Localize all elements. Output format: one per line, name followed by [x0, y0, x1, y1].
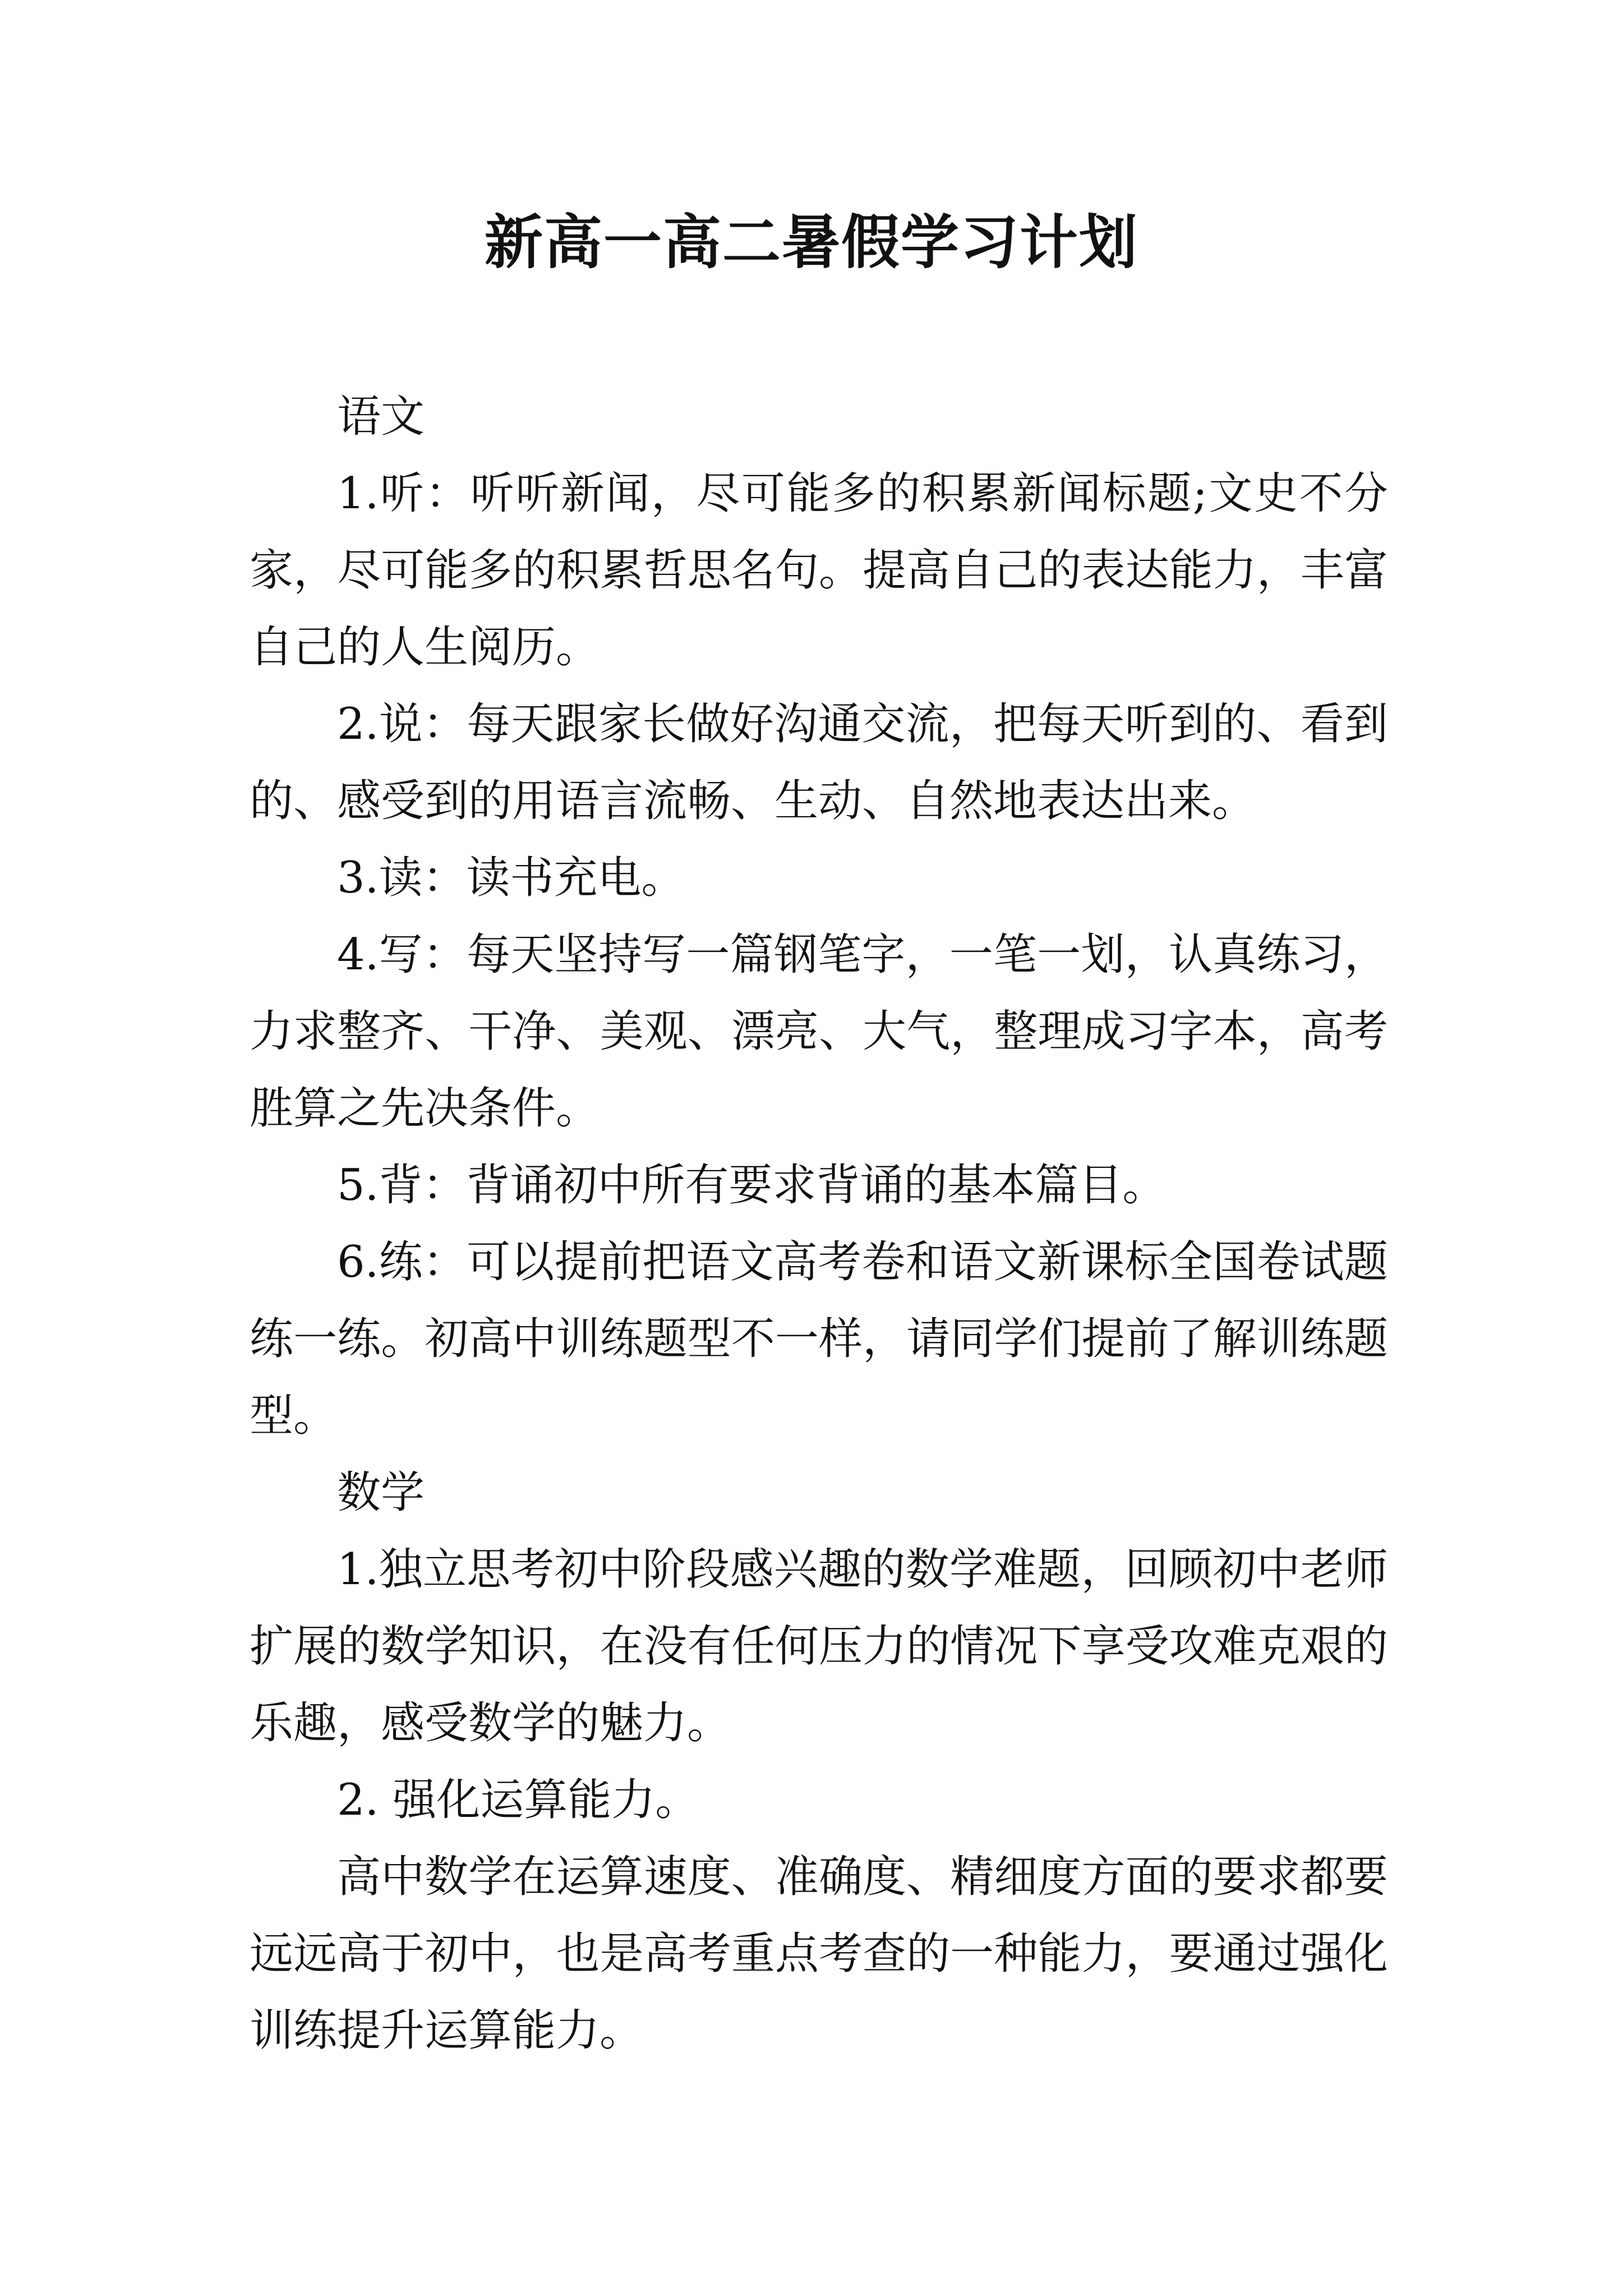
chinese-item-practice: 6.练：可以提前把语文高考卷和语文新课标全国卷试题练一练。初高中训练题型不一样，请同学们提前了解训练题型。	[250, 1237, 1388, 1441]
chinese-item-read: 3.读：读书充电。	[337, 853, 685, 903]
math-item-think: 1.独立思考初中阶段感兴趣的数学难题，回顾初中老师扩展的数学知识，在没有任何压力的情况下享受攻难克艰的乐趣，感受数学的魅力。	[250, 1544, 1388, 1749]
math-item-compute-detail: 高中数学在运算速度、准确度、精细度方面的要求都要远远高于初中，也是高考重点考查的一种能力，要通过强化训练提升运算能力。	[250, 1852, 1388, 2056]
chinese-item-recite: 5.背：背诵初中所有要求背诵的基本篇目。	[337, 1160, 1166, 1211]
math-item-compute: 2. 强化运算能力。	[337, 1775, 699, 1825]
document-title: 新高一高二暑假学习计划	[484, 208, 1138, 277]
chinese-item-speak: 2.说：每天跟家长做好沟通交流，把每天听到的、看到的、感受到的用语言流畅、生动、自然地表达出来。	[250, 699, 1388, 826]
chinese-item-listen: 1.听：听听新闻，尽可能多的积累新闻标题;文史不分家，尽可能多的积累哲思名句。提高自己的表达能力，丰富自己的人生阅历。	[250, 468, 1388, 673]
section-heading-chinese: 语文	[337, 392, 425, 442]
chinese-item-write: 4.写：每天坚持写一篇钢笔字，一笔一划，认真练习，力求整齐、干净、美观、漂亮、大气，整理成习字本，高考胜算之先决条件。	[250, 930, 1388, 1134]
document-body	[250, 379, 1388, 2069]
section-heading-math: 数学	[337, 1467, 425, 1518]
